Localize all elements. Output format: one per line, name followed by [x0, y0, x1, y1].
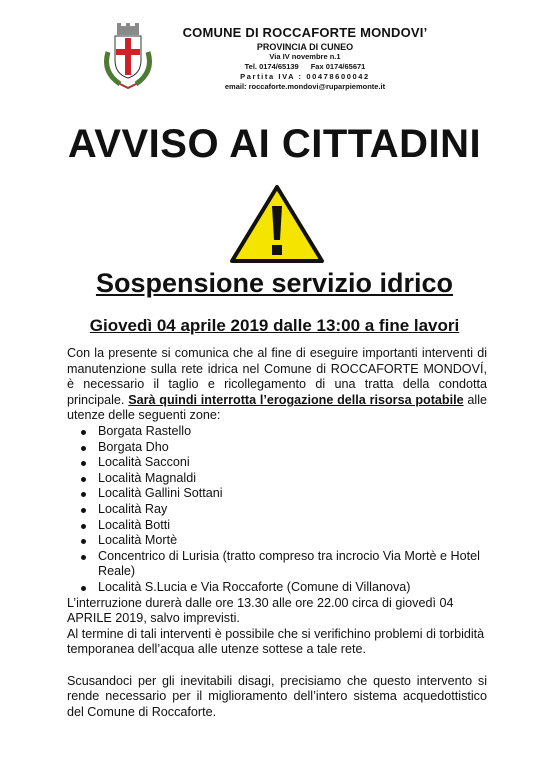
intro-after: alle utenze delle seguenti zone: — [67, 392, 488, 423]
notice-body — [67, 346, 487, 721]
phone-fax-row — [160, 62, 450, 72]
address: Via IV novembre n.1 — [269, 52, 341, 61]
list-item: Borgata Dho — [81, 440, 487, 456]
vat-number: Partita IVA : 00478600042 — [240, 72, 370, 81]
list-item: Località Ray — [81, 502, 487, 518]
list-item: Località S.Lucia e Via Roccaforte (Comune di Villanova) — [81, 580, 487, 596]
interruption-highlight: Sarà quindi interrotta l’erogazione della risorsa potabile — [128, 392, 464, 407]
list-item: Borgata Rastello — [81, 424, 487, 440]
closing-paragraph: Scusandoci per gli inevitabili disagi, precisiamo che questo intervento si rende necessario per il miglioramento dell’intero sistema acquedottistico del Comune di Roccaforte. — [67, 673, 487, 720]
interruption-date: Giovedì 04 aprile 2019 dalle 13:00 a fine lavori — [89, 316, 460, 335]
fax-number: Fax 0174/65671 — [310, 62, 366, 71]
intro-text: Con la presente si comunica che al fine di eseguire importanti interventi di manutenzione sulla rete idrica nel Comune di ROCCAFORTE MONDOVÍ, è necessario il taglio e ricollegamento di una tratta della condotta principale. — [67, 346, 487, 407]
intro-paragraph — [67, 346, 487, 424]
comune-name: COMUNE DI ROCCAFORTE MONDOVI’ — [182, 25, 428, 40]
turbidity-paragraph: Al termine di tali interventi è possibile che si verifichino problemi di torbidità temporanea dell’acqua alle utenze sottese a tale rete. — [67, 626, 485, 657]
warning-triangle-icon — [229, 184, 325, 264]
list-item: Località Mortè — [81, 533, 487, 549]
list-item: Concentrico di Lurisia (tratto compreso tra incrocio Via Mortè e Hotel Reale) — [81, 549, 487, 580]
list-item: Località Magnaldi — [81, 471, 487, 487]
province-name: PROVINCIA DI CUNEO — [256, 42, 354, 52]
duration-paragraph: L’interruzione durerà dalle ore 13.30 alle ore 22.00 circa di giovedì 04 APRILE 2019, salvo imprevisti. — [67, 595, 454, 626]
notice-subtitle: Sospensione servizio idrico — [95, 268, 454, 298]
email-address: email: roccaforte.mondovi@ruparpiemonte.it — [224, 82, 386, 91]
list-item: Località Sacconi — [81, 455, 487, 471]
affected-zones-list — [67, 424, 487, 596]
list-item: Località Botti — [81, 518, 487, 534]
list-item: Località Gallini Sottani — [81, 486, 487, 502]
municipal-header — [160, 25, 450, 92]
municipal-crest-icon — [98, 22, 158, 90]
phone-number: Tel. 0174/65139 — [244, 62, 299, 71]
notice-title: AVVISO AI CITTADINI — [67, 122, 482, 166]
